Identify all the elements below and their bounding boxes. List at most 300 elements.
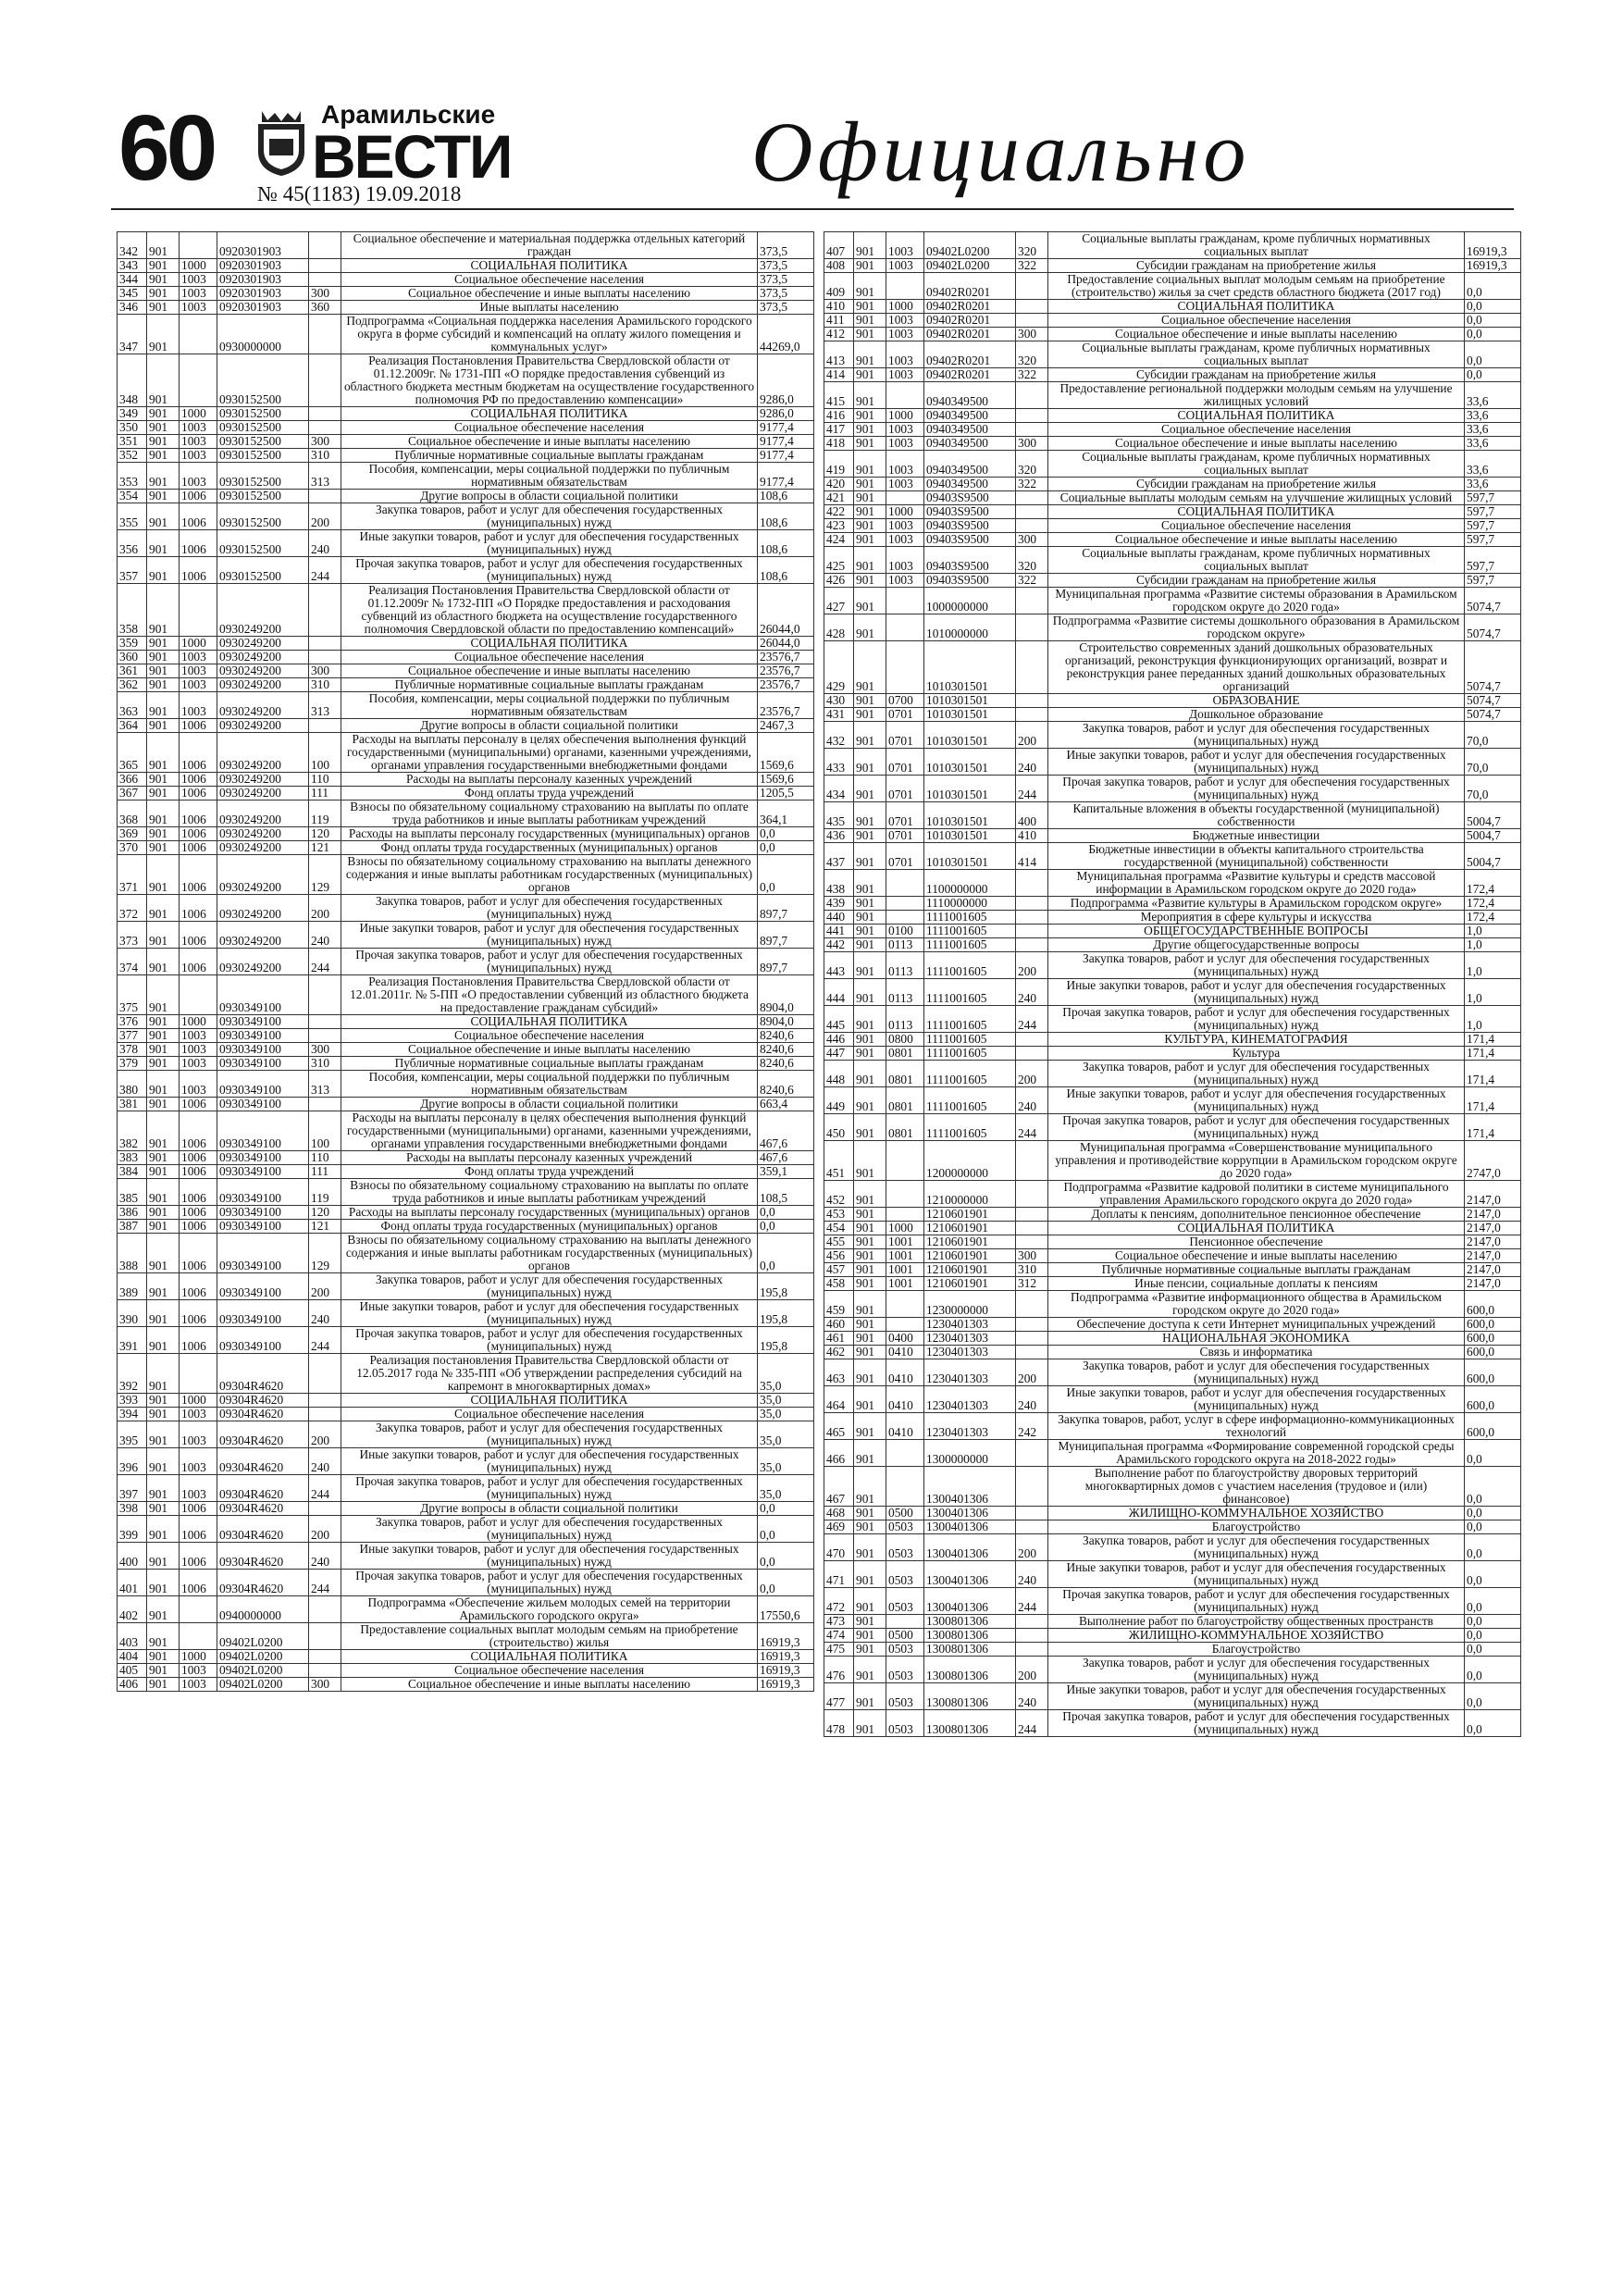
- expense-type-code: 244: [309, 1570, 341, 1596]
- table-row: [824, 259, 1521, 273]
- table-row: [824, 382, 1521, 409]
- target-article-code: 0930152500: [217, 530, 309, 557]
- section-code: 1003: [886, 478, 924, 491]
- section-code: 0801: [886, 1114, 924, 1141]
- expense-type-code: 200: [309, 895, 341, 922]
- section-code: 0800: [886, 1033, 924, 1047]
- row-number: 453: [824, 1208, 854, 1222]
- section-code: [886, 1440, 924, 1467]
- amount: 23576,7: [758, 678, 814, 692]
- target-article-code: 1210601901: [924, 1208, 1016, 1222]
- table-row: [118, 895, 814, 922]
- grbs-code: 901: [854, 341, 886, 368]
- target-article-code: 1111001605: [924, 1047, 1016, 1061]
- table-row: [118, 273, 814, 287]
- grbs-code: 901: [147, 287, 180, 301]
- table-row: [824, 1507, 1521, 1520]
- section-code: 1006: [180, 1206, 217, 1220]
- item-description: Социальные выплаты гражданам, кроме публичных нормативных социальных выплат: [1048, 232, 1465, 259]
- row-number: 356: [118, 530, 147, 557]
- target-article-code: 09403S9500: [924, 533, 1016, 547]
- row-number: 459: [824, 1291, 854, 1318]
- item-description: КУЛЬТУРА, КИНЕМАТОГРАФИЯ: [1048, 1033, 1465, 1047]
- expense-type-code: 320: [1016, 341, 1048, 368]
- expense-type-code: [309, 407, 341, 421]
- expense-type-code: [1016, 1440, 1048, 1467]
- grbs-code: 901: [854, 979, 886, 1006]
- amount: 897,7: [758, 949, 814, 975]
- expense-type-code: [1016, 314, 1048, 328]
- target-article-code: 0920301903: [217, 232, 309, 259]
- section-code: 1006: [180, 1165, 217, 1179]
- section-code: [886, 870, 924, 897]
- table-row: [118, 463, 814, 490]
- grbs-code: 901: [854, 273, 886, 300]
- item-description: Расходы на выплаты персоналу казенных учреждений: [341, 1151, 758, 1165]
- expense-type-code: [1016, 505, 1048, 519]
- row-number: 415: [824, 382, 854, 409]
- section-code: 0410: [886, 1386, 924, 1413]
- item-description: Капитальные вложения в объекты государственной (муниципальной) собственности: [1048, 802, 1465, 829]
- amount: 5074,7: [1465, 708, 1521, 722]
- grbs-code: 901: [147, 895, 180, 922]
- target-article-code: 1210601901: [924, 1222, 1016, 1235]
- item-description: Публичные нормативные социальные выплаты гражданам: [1048, 1263, 1465, 1277]
- amount: 0,0: [758, 855, 814, 895]
- section-code: 1000: [180, 1650, 217, 1664]
- table-row: [118, 1220, 814, 1234]
- section-code: 0500: [886, 1507, 924, 1520]
- section-code: 1000: [180, 407, 217, 421]
- table-row: [824, 843, 1521, 870]
- table-row: [118, 1502, 814, 1516]
- grbs-code: 901: [147, 827, 180, 841]
- amount: 364,1: [758, 800, 814, 827]
- target-article-code: 0930000000: [217, 315, 309, 354]
- item-description: Закупка товаров, работ и услуг для обеспечения государственных (муниципальных) нужд: [341, 1273, 758, 1300]
- amount: 16919,3: [758, 1650, 814, 1664]
- grbs-code: 901: [147, 259, 180, 273]
- expense-type-code: 320: [1016, 451, 1048, 478]
- grbs-code: 901: [147, 1071, 180, 1098]
- grbs-code: 901: [854, 1141, 886, 1181]
- section-code: 1003: [180, 1678, 217, 1692]
- section-code: 1003: [180, 435, 217, 449]
- row-number: 405: [118, 1664, 147, 1678]
- table-row: [118, 1448, 814, 1475]
- section-code: 1006: [180, 490, 217, 503]
- section-code: 0701: [886, 749, 924, 776]
- item-description: Социальное обеспечение и иные выплаты населению: [1048, 533, 1465, 547]
- grbs-code: 901: [147, 1543, 180, 1570]
- expense-type-code: 200: [309, 1516, 341, 1543]
- item-description: Благоустройство: [1048, 1520, 1465, 1534]
- grbs-code: 901: [147, 354, 180, 407]
- table-row: [118, 1165, 814, 1179]
- section-code: 0701: [886, 708, 924, 722]
- row-number: 390: [118, 1300, 147, 1327]
- expense-type-code: 244: [309, 1475, 341, 1502]
- table-row: [118, 1098, 814, 1111]
- expense-type-code: 310: [309, 449, 341, 463]
- grbs-code: 901: [854, 1208, 886, 1222]
- section-code: 1003: [180, 287, 217, 301]
- item-description: Муниципальная программа «Совершенствование муниципального управления и противодействие коррупции в Арамильском городском округе до 2020 года»: [1048, 1141, 1465, 1181]
- section-code: 0701: [886, 776, 924, 802]
- item-description: Публичные нормативные социальные выплаты гражданам: [341, 1057, 758, 1071]
- expense-type-code: 244: [1016, 776, 1048, 802]
- expense-type-code: 129: [309, 855, 341, 895]
- item-description: Другие вопросы в области социальной политики: [341, 1098, 758, 1111]
- table-row: [118, 787, 814, 800]
- expense-type-code: [1016, 938, 1048, 952]
- target-article-code: 09402R0201: [924, 300, 1016, 314]
- amount: 9286,0: [758, 407, 814, 421]
- table-row: [824, 1561, 1521, 1588]
- row-number: 395: [118, 1421, 147, 1448]
- target-article-code: 0930152500: [217, 490, 309, 503]
- expense-type-code: 200: [309, 1273, 341, 1300]
- expense-type-code: [1016, 588, 1048, 614]
- table-row: [118, 1650, 814, 1664]
- row-number: 375: [118, 975, 147, 1015]
- expense-type-code: 119: [309, 800, 341, 827]
- section-code: 1003: [886, 314, 924, 328]
- section-code: [886, 1141, 924, 1181]
- expense-type-code: 200: [309, 1421, 341, 1448]
- section-code: [886, 1208, 924, 1222]
- item-description: Иные закупки товаров, работ и услуг для обеспечения государственных (муниципальных) нужд: [1048, 1561, 1465, 1588]
- target-article-code: 0930249200: [217, 922, 309, 949]
- grbs-code: 901: [147, 463, 180, 490]
- expense-type-code: 300: [1016, 437, 1048, 451]
- amount: 8240,6: [758, 1029, 814, 1043]
- table-row: [824, 451, 1521, 478]
- row-number: 384: [118, 1165, 147, 1179]
- section-code: 1001: [886, 1277, 924, 1291]
- grbs-code: 901: [147, 1664, 180, 1678]
- grbs-code: 901: [147, 1220, 180, 1234]
- amount: 8904,0: [758, 1015, 814, 1029]
- row-number: 342: [118, 232, 147, 259]
- table-row: [118, 841, 814, 855]
- amount: 26044,0: [758, 584, 814, 637]
- target-article-code: 0930249200: [217, 733, 309, 773]
- item-description: Социальное обеспечение и иные выплаты населению: [341, 664, 758, 678]
- target-article-code: 0920301903: [217, 259, 309, 273]
- expense-type-code: 300: [309, 1043, 341, 1057]
- grbs-code: 901: [147, 1354, 180, 1394]
- row-number: 354: [118, 490, 147, 503]
- row-number: 426: [824, 574, 854, 588]
- amount: 8240,6: [758, 1043, 814, 1057]
- table-row: [118, 1421, 814, 1448]
- row-number: 370: [118, 841, 147, 855]
- expense-type-code: 313: [309, 463, 341, 490]
- expense-type-code: 100: [309, 733, 341, 773]
- table-row: [118, 949, 814, 975]
- row-number: 360: [118, 651, 147, 664]
- row-number: 474: [824, 1629, 854, 1643]
- section-code: 1000: [180, 1015, 217, 1029]
- row-number: 440: [824, 911, 854, 925]
- target-article-code: 1300801306: [924, 1657, 1016, 1683]
- target-article-code: 1300801306: [924, 1629, 1016, 1643]
- target-article-code: 09304R4620: [217, 1354, 309, 1394]
- item-description: Мероприятия в сфере культуры и искусства: [1048, 911, 1465, 925]
- grbs-code: 901: [147, 421, 180, 435]
- table-row: [824, 614, 1521, 641]
- item-description: Прочая закупка товаров, работ и услуг для обеспечения государственных (муниципальных) нужд: [1048, 1114, 1465, 1141]
- row-number: 477: [824, 1683, 854, 1710]
- target-article-code: 09304R4620: [217, 1394, 309, 1408]
- item-description: Иные закупки товаров, работ и услуг для обеспечения государственных (муниципальных) нужд: [341, 1448, 758, 1475]
- table-row: [824, 870, 1521, 897]
- expense-type-code: [309, 637, 341, 651]
- expense-type-code: 120: [309, 827, 341, 841]
- table-row: [118, 975, 814, 1015]
- amount: 9177,4: [758, 421, 814, 435]
- expense-type-code: 313: [309, 1071, 341, 1098]
- expense-type-code: 110: [309, 773, 341, 787]
- expense-type-code: 240: [1016, 1386, 1048, 1413]
- table-row: [118, 407, 814, 421]
- item-description: Иные закупки товаров, работ и услуг для обеспечения государственных (муниципальных) нужд: [1048, 749, 1465, 776]
- amount: 8240,6: [758, 1057, 814, 1071]
- amount: 35,0: [758, 1421, 814, 1448]
- row-number: 416: [824, 409, 854, 423]
- table-row: [824, 1413, 1521, 1440]
- expense-type-code: [1016, 1208, 1048, 1222]
- item-description: СОЦИАЛЬНАЯ ПОЛИТИКА: [341, 407, 758, 421]
- item-description: Иные закупки товаров, работ и услуг для обеспечения государственных (муниципальных) нужд: [1048, 1386, 1465, 1413]
- section-code: 0113: [886, 1006, 924, 1033]
- expense-type-code: 300: [1016, 1249, 1048, 1263]
- amount: 5074,7: [1465, 694, 1521, 708]
- item-description: Иные закупки товаров, работ и услуг для обеспечения государственных (муниципальных) нужд: [341, 530, 758, 557]
- expense-type-code: [1016, 708, 1048, 722]
- table-row: [118, 435, 814, 449]
- table-row: [118, 354, 814, 407]
- target-article-code: 09403S9500: [924, 574, 1016, 588]
- expense-type-code: 320: [1016, 232, 1048, 259]
- grbs-code: 901: [147, 407, 180, 421]
- item-description: Социальные выплаты молодым семьям на улучшение жилищных условий: [1048, 491, 1465, 505]
- item-description: Закупка товаров, работ и услуг для обеспечения государственных (муниципальных) нужд: [341, 503, 758, 530]
- target-article-code: 09403S9500: [924, 547, 1016, 574]
- grbs-code: 901: [147, 584, 180, 637]
- amount: 23576,7: [758, 692, 814, 719]
- table-row: [118, 922, 814, 949]
- section-code: 1006: [180, 773, 217, 787]
- amount: 16919,3: [758, 1664, 814, 1678]
- table-row: [824, 1683, 1521, 1710]
- amount: 9177,4: [758, 463, 814, 490]
- section-code: 1003: [886, 423, 924, 437]
- expense-type-code: [1016, 1615, 1048, 1629]
- grbs-code: 901: [147, 1516, 180, 1543]
- section-code: [180, 975, 217, 1015]
- target-article-code: 0930349100: [217, 1043, 309, 1057]
- grbs-code: 901: [147, 1650, 180, 1664]
- row-number: 436: [824, 829, 854, 843]
- expense-type-code: [309, 1029, 341, 1043]
- amount: 373,5: [758, 301, 814, 315]
- section-code: [180, 1354, 217, 1394]
- amount: 0,0: [1465, 1507, 1521, 1520]
- row-number: 392: [118, 1354, 147, 1394]
- expense-type-code: 322: [1016, 574, 1048, 588]
- amount: 108,5: [758, 1179, 814, 1206]
- item-description: Фонд оплаты труда учреждений: [341, 787, 758, 800]
- table-row: [824, 478, 1521, 491]
- table-row: [824, 328, 1521, 341]
- item-description: Подпрограмма «Развитие культуры в Арамильском городском округе»: [1048, 897, 1465, 911]
- section-code: 1006: [180, 1220, 217, 1234]
- section-code: 1003: [180, 1408, 217, 1421]
- grbs-code: 901: [147, 1234, 180, 1273]
- section-code: [886, 273, 924, 300]
- target-article-code: 0930249200: [217, 949, 309, 975]
- amount: 0,0: [1465, 1629, 1521, 1643]
- expense-type-code: [309, 259, 341, 273]
- amount: 0,0: [1465, 1710, 1521, 1737]
- row-number: 367: [118, 787, 147, 800]
- table-row: [824, 519, 1521, 533]
- section-code: [886, 614, 924, 641]
- amount: 0,0: [758, 827, 814, 841]
- target-article-code: 09402L0200: [217, 1678, 309, 1692]
- amount: 35,0: [758, 1475, 814, 1502]
- item-description: Социальное обеспечение населения: [341, 1408, 758, 1421]
- table-row: [118, 1596, 814, 1623]
- expense-type-code: 240: [309, 530, 341, 557]
- item-description: Бюджетные инвестиции: [1048, 829, 1465, 843]
- grbs-code: 901: [854, 1683, 886, 1710]
- section-code: 1001: [886, 1249, 924, 1263]
- item-description: Муниципальная программа «Формирование современной городской среды Арамильского городского округа на 2018-2022 годы»: [1048, 1440, 1465, 1467]
- grbs-code: 901: [854, 328, 886, 341]
- expense-type-code: [1016, 519, 1048, 533]
- target-article-code: 0930249200: [217, 651, 309, 664]
- target-article-code: 1010301501: [924, 776, 1016, 802]
- amount: 1,0: [1465, 952, 1521, 979]
- section-code: 0503: [886, 1520, 924, 1534]
- section-code: 1006: [180, 1111, 217, 1151]
- amount: 600,0: [1465, 1386, 1521, 1413]
- expense-type-code: [309, 1502, 341, 1516]
- amount: 597,7: [1465, 519, 1521, 533]
- expense-type-code: [1016, 1235, 1048, 1249]
- item-description: ЖИЛИЩНО-КОММУНАЛЬНОЕ ХОЗЯЙСТВО: [1048, 1629, 1465, 1643]
- amount: 597,7: [1465, 505, 1521, 519]
- grbs-code: 901: [147, 232, 180, 259]
- target-article-code: 1230401303: [924, 1359, 1016, 1386]
- row-number: 386: [118, 1206, 147, 1220]
- item-description: Пособия, компенсации, меры социальной поддержки по публичным нормативным обязательствам: [341, 692, 758, 719]
- target-article-code: 09304R4620: [217, 1475, 309, 1502]
- expense-type-code: 240: [1016, 979, 1048, 1006]
- grbs-code: 901: [854, 776, 886, 802]
- amount: 23576,7: [758, 651, 814, 664]
- row-number: 458: [824, 1277, 854, 1291]
- grbs-code: 901: [147, 1300, 180, 1327]
- section-code: 1006: [180, 530, 217, 557]
- grbs-code: 901: [854, 1359, 886, 1386]
- item-description: Социальное обеспечение населения: [341, 1029, 758, 1043]
- row-number: 470: [824, 1534, 854, 1561]
- target-article-code: 09304R4620: [217, 1448, 309, 1475]
- table-row: [824, 1643, 1521, 1657]
- logo-top-text: Арамильские: [321, 100, 496, 129]
- expense-type-code: 320: [1016, 547, 1048, 574]
- table-row: [118, 421, 814, 435]
- amount: 35,0: [758, 1408, 814, 1421]
- grbs-code: 901: [147, 1327, 180, 1354]
- grbs-code: 901: [147, 1111, 180, 1151]
- row-number: 399: [118, 1516, 147, 1543]
- row-number: 366: [118, 773, 147, 787]
- table-row: [824, 1440, 1521, 1467]
- coat-of-arms-icon: [254, 111, 308, 178]
- amount: 171,4: [1465, 1061, 1521, 1087]
- expense-type-code: 322: [1016, 368, 1048, 382]
- item-description: Другие вопросы в области социальной политики: [341, 1502, 758, 1516]
- section-code: 1003: [180, 1029, 217, 1043]
- header-divider: [111, 208, 1514, 210]
- expense-type-code: 244: [309, 949, 341, 975]
- row-number: 380: [118, 1071, 147, 1098]
- amount: 33,6: [1465, 382, 1521, 409]
- grbs-code: 901: [147, 651, 180, 664]
- row-number: 373: [118, 922, 147, 949]
- amount: 2147,0: [1465, 1249, 1521, 1263]
- section-code: 1003: [180, 692, 217, 719]
- item-description: Закупка товаров, работ и услуг для обеспечения государственных (муниципальных) нужд: [1048, 1359, 1465, 1386]
- row-number: 393: [118, 1394, 147, 1408]
- target-article-code: 1300401306: [924, 1507, 1016, 1520]
- item-description: ОБЩЕГОСУДАРСТВЕННЫЕ ВОПРОСЫ: [1048, 925, 1465, 938]
- item-description: Прочая закупка товаров, работ и услуг для обеспечения государственных (муниципальных) нужд: [1048, 1710, 1465, 1737]
- grbs-code: 901: [854, 641, 886, 694]
- row-number: 387: [118, 1220, 147, 1234]
- table-row: [118, 1111, 814, 1151]
- expense-type-code: 200: [1016, 722, 1048, 749]
- section-code: 1001: [886, 1263, 924, 1277]
- grbs-code: 901: [854, 911, 886, 925]
- section-code: 1006: [180, 733, 217, 773]
- grbs-code: 901: [854, 574, 886, 588]
- grbs-code: 901: [147, 1057, 180, 1071]
- expense-type-code: [1016, 614, 1048, 641]
- expense-type-code: [309, 1015, 341, 1029]
- grbs-code: 901: [854, 843, 886, 870]
- table-row: [824, 1710, 1521, 1737]
- amount: 108,6: [758, 557, 814, 584]
- item-description: Социальные выплаты гражданам, кроме публичных нормативных социальных выплат: [1048, 451, 1465, 478]
- section-code: [886, 1615, 924, 1629]
- target-article-code: 0930349100: [217, 1098, 309, 1111]
- grbs-code: 901: [147, 773, 180, 787]
- row-number: 445: [824, 1006, 854, 1033]
- row-number: 439: [824, 897, 854, 911]
- target-article-code: 1210000000: [924, 1181, 1016, 1208]
- section-code: 0503: [886, 1710, 924, 1737]
- target-article-code: 0930249200: [217, 678, 309, 692]
- item-description: Муниципальная программа «Развитие культуры и средств массовой информации в Арамильском городском округе до 2020 года»: [1048, 870, 1465, 897]
- section-code: 1006: [180, 841, 217, 855]
- section-code: 1006: [180, 503, 217, 530]
